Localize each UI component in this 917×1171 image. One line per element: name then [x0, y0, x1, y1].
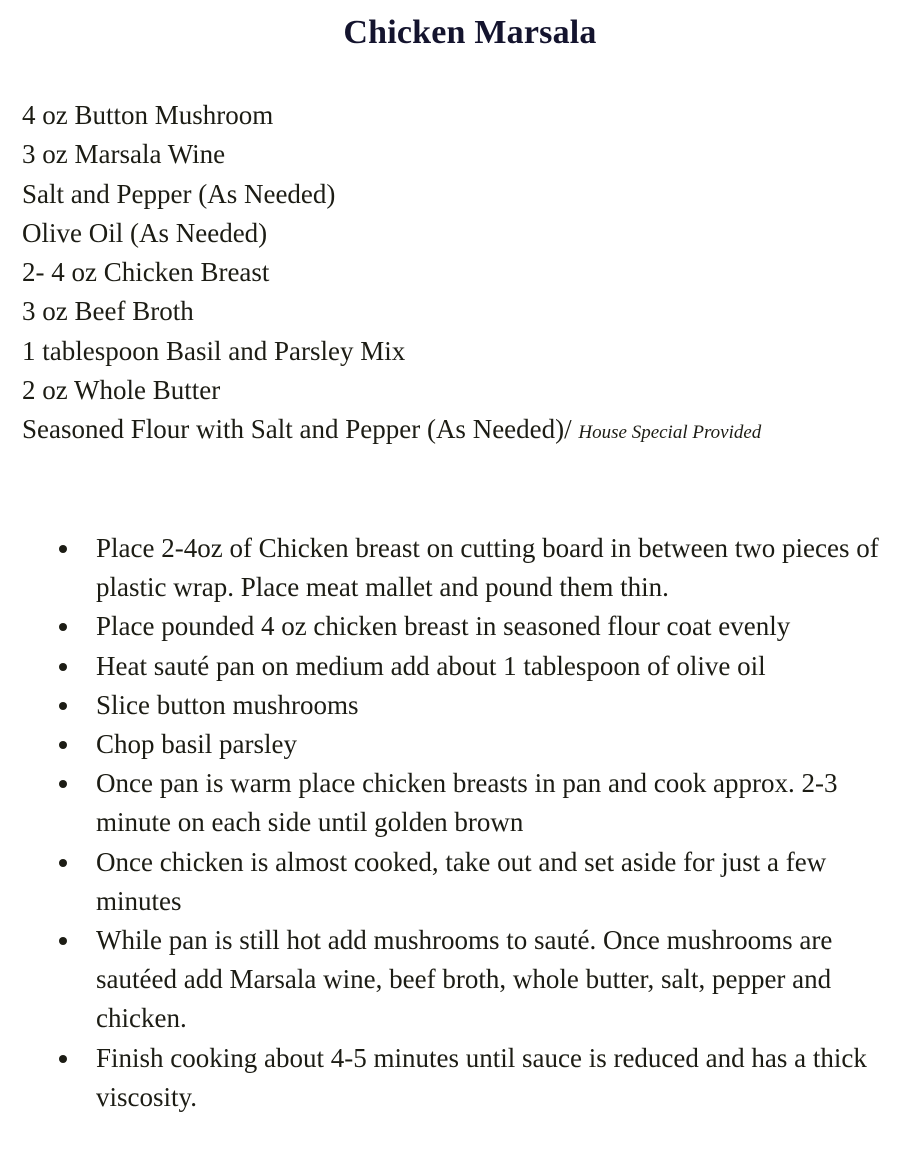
bullet-icon [59, 545, 67, 553]
ingredient-item: Seasoned Flour with Salt and Pepper (As Needed)/ House Special Provided [22, 414, 762, 445]
instruction-step: Once pan is warm place chicken breasts in pan and cook approx. 2-3 minute on each side until golden brown [56, 764, 911, 842]
instruction-list [56, 529, 911, 1117]
bullet-icon [59, 937, 67, 945]
instruction-step: Place 2-4oz of Chicken breast on cutting board in between two pieces of plastic wrap. Place meat mallet and pound them thin. [56, 529, 911, 607]
ingredient-note: House Special Provided [578, 422, 762, 444]
ingredient-item: 2- 4 oz Chicken Breast [22, 257, 270, 288]
ingredient-item: Salt and Pepper (As Needed) [22, 178, 336, 209]
instruction-step: While pan is still hot add mushrooms to sauté. Once mushrooms are sautéed add Marsala wine, beef broth, whole butter, salt, pepper and chicken. [56, 921, 911, 1039]
ingredient-item: 4 oz Button Mushroom [22, 100, 274, 130]
instruction-step: Finish cooking about 4-5 minutes until sauce is reduced and has a thick viscosity. [56, 1039, 911, 1117]
ingredient-list [22, 96, 761, 453]
instruction-step: Heat sauté pan on medium add about 1 tablespoon of olive oil [56, 647, 911, 686]
bullet-icon [59, 859, 67, 867]
ingredient-item: 3 oz Beef Broth [22, 296, 194, 327]
ingredient-item: 2 oz Whole Butter [22, 375, 221, 406]
bullet-icon [59, 623, 67, 631]
bullet-icon [59, 702, 67, 710]
instruction-step: Chop basil parsley [56, 725, 911, 764]
instruction-step: Place pounded 4 oz chicken breast in seasoned flour coat evenly [56, 607, 911, 646]
ingredient-item: 1 tablespoon Basil and Parsley Mix [22, 335, 406, 366]
bullet-icon [59, 741, 67, 749]
instruction-step: Slice button mushrooms [56, 686, 911, 725]
bullet-icon [59, 663, 67, 671]
ingredient-item: Olive Oil (As Needed) [22, 217, 268, 248]
recipe-title: Chicken Marsala [343, 14, 597, 51]
bullet-icon [59, 1055, 67, 1063]
ingredient-item: 3 oz Marsala Wine [22, 139, 226, 170]
bullet-icon [59, 780, 67, 788]
instruction-step: Once chicken is almost cooked, take out and set aside for just a few minutes [56, 843, 911, 921]
